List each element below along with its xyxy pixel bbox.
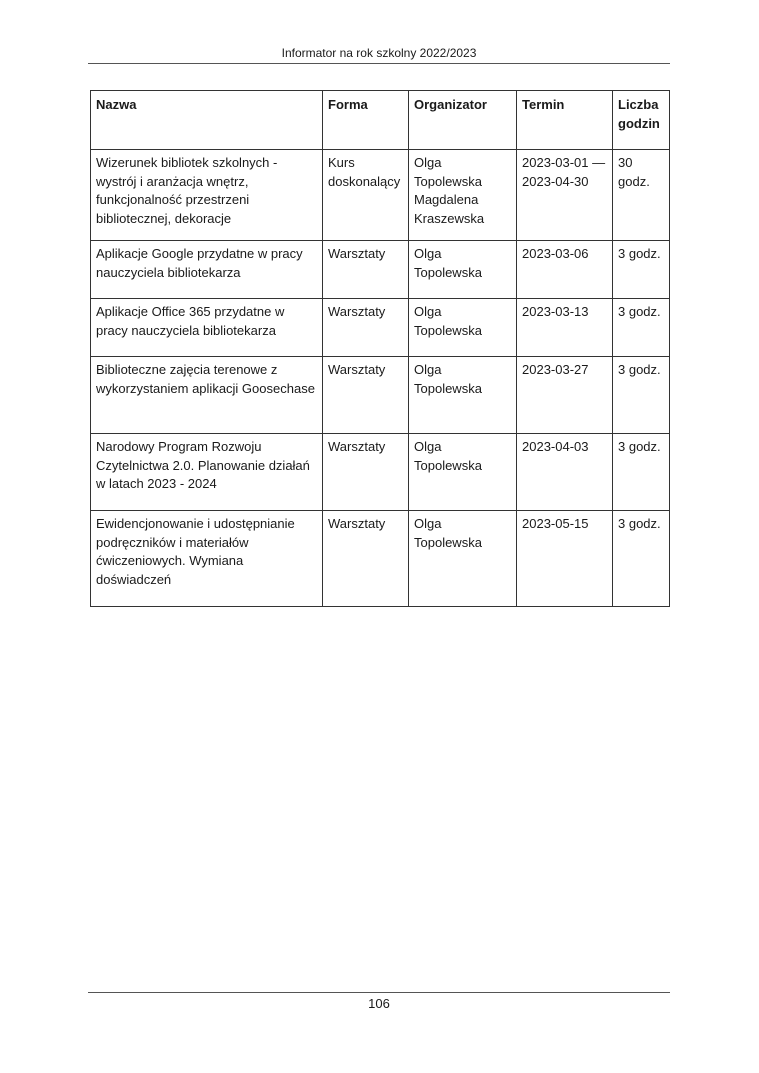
cell-termin: 2023-03-06 <box>517 241 613 299</box>
cell-liczba-godzin: 3 godz. <box>613 434 670 511</box>
cell-forma: Warsztaty <box>323 434 409 511</box>
table-row <box>91 150 670 241</box>
cell-forma: Warsztaty <box>323 299 409 357</box>
cell-nazwa: Ewidencjonowanie i udostępnianie podręczników i materiałów ćwiczeniowych. Wymiana doświadczeń <box>91 511 323 607</box>
column-header-nazwa: Nazwa <box>91 91 323 150</box>
cell-liczba-godzin: 30 godz. <box>613 150 670 241</box>
training-table <box>90 90 670 607</box>
table-row <box>91 511 670 607</box>
table-row <box>91 299 670 357</box>
cell-organizator: Olga Topolewska <box>409 241 517 299</box>
cell-liczba-godzin: 3 godz. <box>613 357 670 434</box>
cell-organizator: Olga Topolewska <box>409 511 517 607</box>
cell-termin: 2023-03-27 <box>517 357 613 434</box>
cell-nazwa: Biblioteczne zajęcia terenowe z wykorzystaniem aplikacji Goosechase <box>91 357 323 434</box>
cell-organizator: Olga Topolewska <box>409 299 517 357</box>
cell-forma: Warsztaty <box>323 511 409 607</box>
table-row <box>91 434 670 511</box>
cell-nazwa: Narodowy Program Rozwoju Czytelnictwa 2.0. Planowanie działań w latach 2023 - 2024 <box>91 434 323 511</box>
cell-forma: Warsztaty <box>323 357 409 434</box>
table-row <box>91 241 670 299</box>
table-row <box>91 357 670 434</box>
cell-termin: 2023-05-15 <box>517 511 613 607</box>
cell-liczba-godzin: 3 godz. <box>613 299 670 357</box>
cell-termin: 2023-03-01 — 2023-04-30 <box>517 150 613 241</box>
header-divider <box>88 63 670 64</box>
cell-forma: Kurs doskonalący <box>323 150 409 241</box>
cell-liczba-godzin: 3 godz. <box>613 511 670 607</box>
cell-nazwa: Wizerunek bibliotek szkolnych - wystrój i aranżacja wnętrz, funkcjonalność przestrzeni bibliotecznej, dekoracje <box>91 150 323 241</box>
cell-forma: Warsztaty <box>323 241 409 299</box>
cell-liczba-godzin: 3 godz. <box>613 241 670 299</box>
footer-divider <box>88 992 670 993</box>
column-header-organizator: Organizator <box>409 91 517 150</box>
column-header-forma: Forma <box>323 91 409 150</box>
cell-nazwa: Aplikacje Office 365 przydatne w pracy nauczyciela bibliotekarza <box>91 299 323 357</box>
cell-organizator: Olga Topolewska <box>409 434 517 511</box>
cell-termin: 2023-04-03 <box>517 434 613 511</box>
cell-termin: 2023-03-13 <box>517 299 613 357</box>
cell-organizator: Olga Topolewska <box>409 357 517 434</box>
page-number: 106 <box>368 996 390 1011</box>
page-header-title: Informator na rok szkolny 2022/2023 <box>281 46 477 60</box>
training-table-container <box>90 90 669 607</box>
cell-nazwa: Aplikacje Google przydatne w pracy nauczyciela bibliotekarza <box>91 241 323 299</box>
column-header-termin: Termin <box>517 91 613 150</box>
column-header-liczba-godzin: Liczba godzin <box>613 91 670 150</box>
table-header-row <box>91 91 670 150</box>
cell-organizator: Olga Topolewska Magdalena Kraszewska <box>409 150 517 241</box>
